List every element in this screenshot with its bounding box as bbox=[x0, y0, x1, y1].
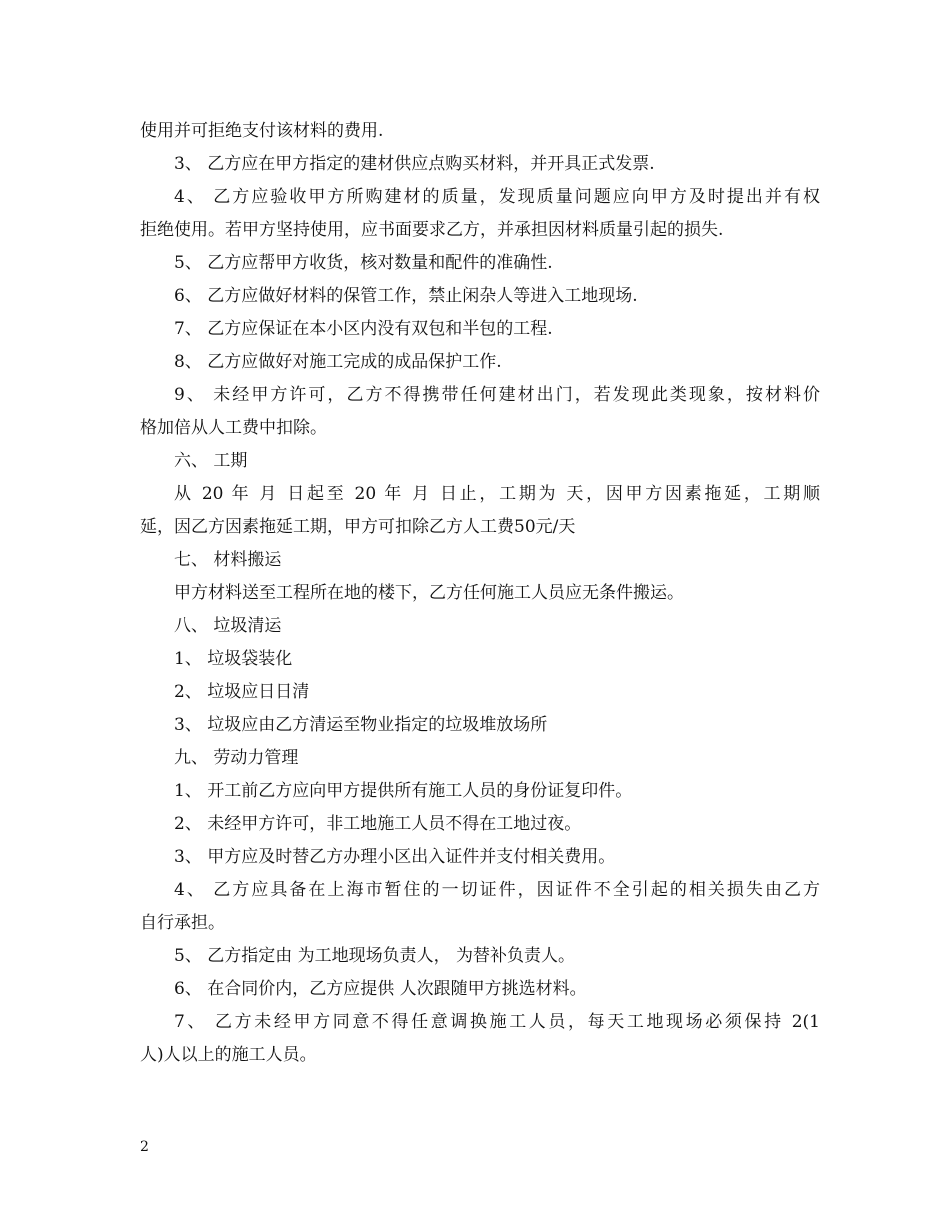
text-line: 人)人以上的施工人员。 bbox=[140, 1045, 317, 1065]
text-line: 八、 垃圾清运 bbox=[174, 616, 282, 636]
text-line: 延，因乙方因素拖延工期，甲方可扣除乙方人工费50元/天 bbox=[140, 517, 576, 537]
text-line: 自行承担。 bbox=[140, 913, 225, 933]
text-line: 2、 未经甲方许可，非工地施工人员不得在工地过夜。 bbox=[174, 814, 582, 834]
text-line: 4、 乙方应具备在上海市暂住的一切证件，因证件不全引起的相关损失由乙方 bbox=[174, 880, 820, 900]
text-line: 1、 垃圾袋装化 bbox=[174, 649, 293, 669]
page-number: 2 bbox=[140, 1139, 149, 1155]
text-line: 3、 垃圾应由乙方清运至物业指定的垃圾堆放场所 bbox=[174, 715, 548, 735]
text-line: 九、 劳动力管理 bbox=[174, 748, 299, 768]
text-line: 9、 未经甲方许可，乙方不得携带任何建材出门，若发现此类现象，按材料价 bbox=[174, 385, 820, 405]
text-line: 使用并可拒绝支付该材料的费用. bbox=[140, 121, 384, 141]
text-line: 六、 工期 bbox=[174, 451, 248, 471]
text-line: 6、 乙方应做好材料的保管工作，禁止闲杂人等进入工地现场. bbox=[174, 286, 638, 306]
text-line: 拒绝使用。若甲方坚持使用，应书面要求乙方，并承担因材料质量引起的损失. bbox=[140, 220, 724, 240]
text-line: 3、 乙方应在甲方指定的建材供应点购买材料，并开具正式发票. bbox=[174, 154, 655, 174]
document-body bbox=[140, 115, 820, 1072]
text-line: 5、 乙方指定由 为工地现场负责人， 为替补负责人。 bbox=[174, 946, 576, 966]
text-line: 七、 材料搬运 bbox=[174, 550, 282, 570]
text-line: 2、 垃圾应日日清 bbox=[174, 682, 310, 702]
text-line: 甲方材料送至工程所在地的楼下，乙方任何施工人员应无条件搬运。 bbox=[174, 583, 684, 603]
text-line: 格加倍从人工费中扣除。 bbox=[140, 418, 327, 438]
text-line: 5、 乙方应帮甲方收货，核对数量和配件的准确性. bbox=[174, 253, 553, 273]
text-line: 6、 在合同价内，乙方应提供 人次跟随甲方挑选材料。 bbox=[174, 979, 587, 999]
text-line: 4、 乙方应验收甲方所购建材的质量，发现质量问题应向甲方及时提出并有权 bbox=[174, 187, 820, 207]
text-line: 从 20 年 月 日起至 20 年 月 日止，工期为 天，因甲方因素拖延，工期顺 bbox=[174, 484, 820, 504]
text-line: 1、 开工前乙方应向甲方提供所有施工人员的身份证复印件。 bbox=[174, 781, 633, 801]
text-line: 7、 乙方未经甲方同意不得任意调换施工人员，每天工地现场必须保持 2(1 bbox=[174, 1012, 820, 1032]
text-line: 8、 乙方应做好对施工完成的成品保护工作. bbox=[174, 352, 502, 372]
text-line: 3、 甲方应及时替乙方办理小区出入证件并支付相关费用。 bbox=[174, 847, 616, 867]
text-line: 7、 乙方应保证在本小区内没有双包和半包的工程. bbox=[174, 319, 553, 339]
